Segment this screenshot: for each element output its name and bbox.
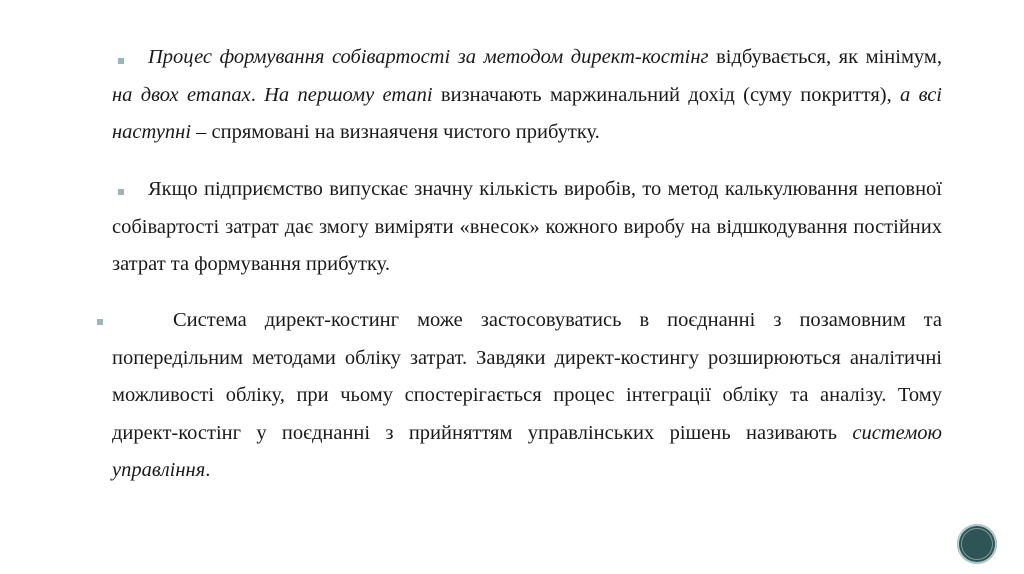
text-italic: системою управління [112,421,942,481]
bullet-icon [97,319,103,325]
text: . [250,83,265,106]
text: . [205,459,211,481]
page-number-badge-icon [957,524,997,564]
text-italic: Процес формування собівартості за методом директ-костінг [148,46,709,68]
text-italic: на двох етапах [112,83,251,106]
text: визначають маржинальний дохід (суму покриття), [432,83,901,106]
text: Система директ-костинг може застосовуватись в поєднанні з позамовним та попередільним методами обліку затрат. Завдяки директ-костингу розширюються аналітичні можливості обліку, при чьому спостерігається процес інтеграції обліку та аналізу. Тому директ-костінг у поєднанні з прийняттям управлінських рішень називають [112,309,942,444]
badge-ring [961,528,993,560]
paragraph-direct-costing-stages [112,39,942,152]
text: – спрямовані на визнаяченя чистого прибутку. [191,121,600,143]
text-italic: а всі наступні [112,83,943,143]
text: Якщо підприємство випускає значну кількість виробів, то метод калькулювання неповної собівартості затрат дає змогу виміряти «внесок» кожного виробу на відшкодування постійних затрат та формування прибутку. [112,178,942,275]
paragraph-direct-costing-system [112,302,942,490]
paragraph-partial-cost-method [112,171,942,284]
text: відбувається, як мінімум, [708,46,943,68]
text-italic: На першому етапі [264,83,433,106]
